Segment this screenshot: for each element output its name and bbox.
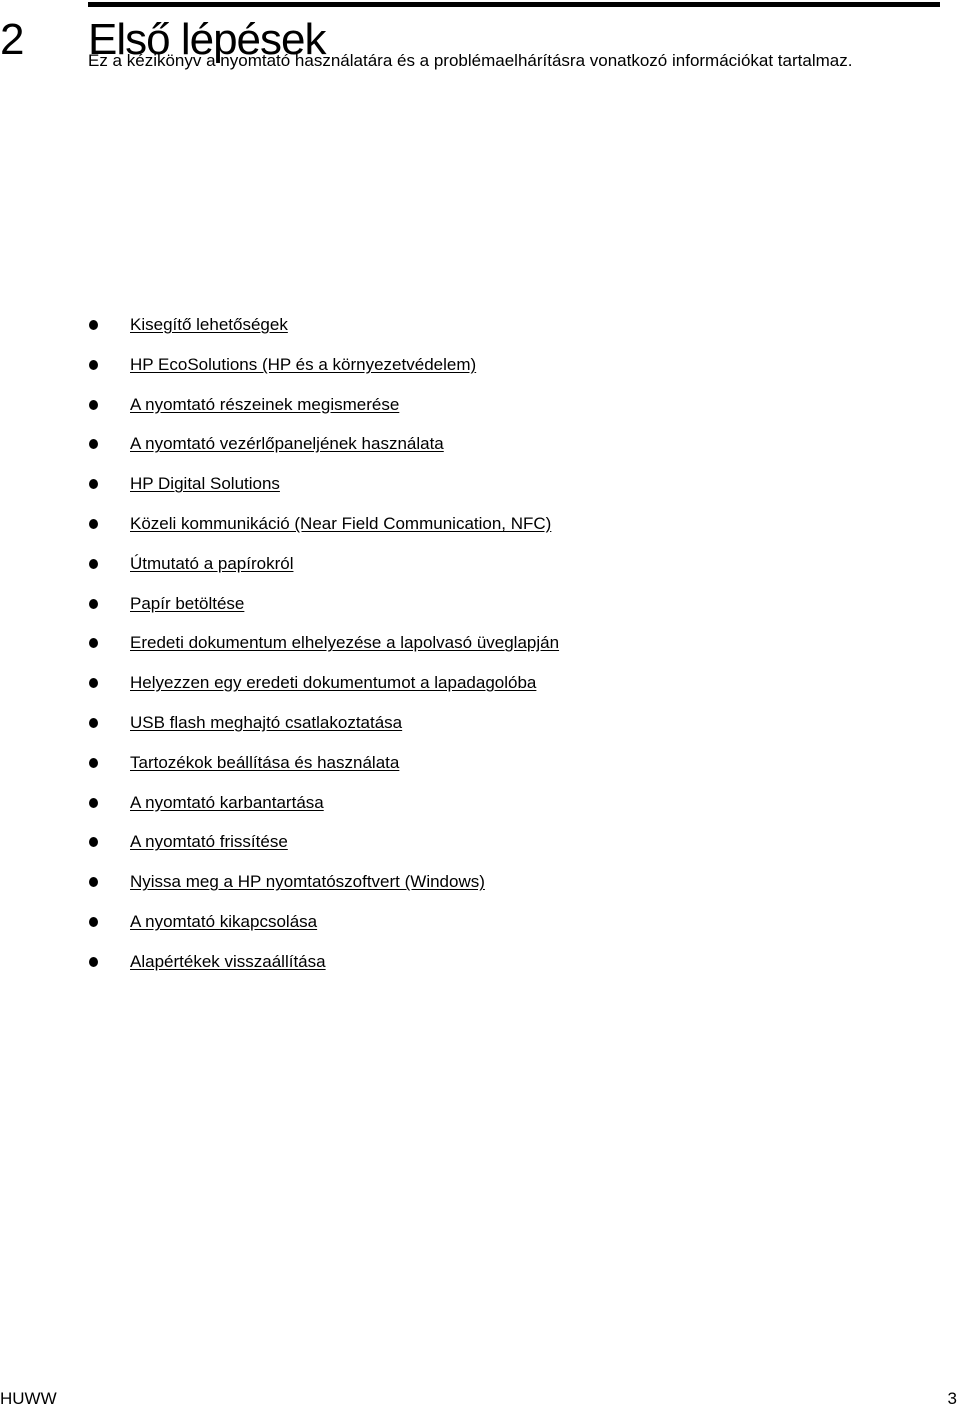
- list-item: [88, 593, 559, 633]
- bullet-icon: [89, 638, 98, 648]
- topic-link[interactable]: HP Digital Solutions: [130, 474, 280, 494]
- chapter-top-rule: [88, 2, 940, 7]
- list-item: [88, 792, 559, 832]
- intro-paragraph: Ez a kézikönyv a nyomtató használatára és a problémaelhárításra vonatkozó információkat tartalmaz.: [88, 51, 853, 70]
- bullet-icon: [89, 479, 98, 489]
- topic-link[interactable]: Kisegítő lehetőségek: [130, 315, 288, 334]
- topic-link[interactable]: Papír betöltése: [130, 593, 245, 613]
- topic-link[interactable]: Helyezzen egy eredeti dokumentumot a lapadagolóba: [130, 673, 537, 693]
- list-item: [88, 951, 559, 991]
- list-item: [88, 871, 559, 911]
- bullet-icon: [89, 837, 98, 847]
- bullet-icon: [89, 798, 98, 808]
- bullet-icon: [89, 439, 98, 449]
- footer-document-code: HUWW: [0, 1389, 57, 1408]
- list-item: [88, 394, 559, 434]
- list-item: [88, 632, 559, 672]
- bullet-icon: [89, 758, 98, 768]
- topic-link[interactable]: A nyomtató részeinek megismerése: [130, 394, 400, 414]
- bullet-icon: [89, 957, 98, 967]
- topic-link[interactable]: USB flash meghajtó csatlakoztatása: [130, 712, 403, 732]
- topic-link[interactable]: A nyomtató frissítése: [130, 832, 288, 852]
- bullet-icon: [89, 519, 98, 529]
- bullet-icon: [89, 718, 98, 728]
- list-item: [88, 712, 559, 752]
- bullet-icon: [89, 320, 98, 330]
- topic-link[interactable]: Eredeti dokumentum elhelyezése a lapolvasó üveglapján: [130, 633, 560, 653]
- chapter-number: 2: [0, 15, 24, 64]
- topic-link[interactable]: Közeli kommunikáció (Near Field Communication, NFC): [130, 513, 552, 533]
- list-item: [88, 314, 559, 354]
- list-item: [88, 354, 559, 394]
- topic-link[interactable]: A nyomtató kikapcsolása: [130, 911, 318, 931]
- topic-link[interactable]: Útmutató a papírokról: [130, 553, 294, 573]
- list-item: [88, 553, 559, 593]
- footer-page-number: 3: [947, 1389, 957, 1408]
- list-item: [88, 911, 559, 951]
- bullet-icon: [89, 917, 98, 927]
- bullet-icon: [89, 559, 98, 569]
- topic-link[interactable]: Tartozékok beállítása és használata: [130, 752, 400, 772]
- list-item: [88, 513, 559, 553]
- chapter-title: Első lépések: [88, 15, 326, 64]
- topic-link[interactable]: HP EcoSolutions (HP és a környezetvédelem): [130, 354, 477, 374]
- list-item: [88, 473, 559, 513]
- topic-list: [88, 314, 559, 991]
- list-item: [88, 752, 559, 792]
- list-item: [88, 831, 559, 871]
- list-item: [88, 672, 559, 712]
- list-item: [88, 433, 559, 473]
- bullet-icon: [89, 599, 98, 609]
- topic-link[interactable]: A nyomtató karbantartása: [130, 792, 324, 812]
- bullet-icon: [89, 678, 98, 688]
- bullet-icon: [89, 877, 98, 887]
- topic-link[interactable]: Alapértékek visszaállítása: [130, 951, 326, 971]
- bullet-icon: [89, 400, 98, 410]
- bullet-icon: [89, 360, 98, 370]
- topic-link[interactable]: Nyissa meg a HP nyomtatószoftvert (Windows): [130, 872, 485, 892]
- topic-link[interactable]: A nyomtató vezérlőpaneljének használata: [130, 434, 444, 454]
